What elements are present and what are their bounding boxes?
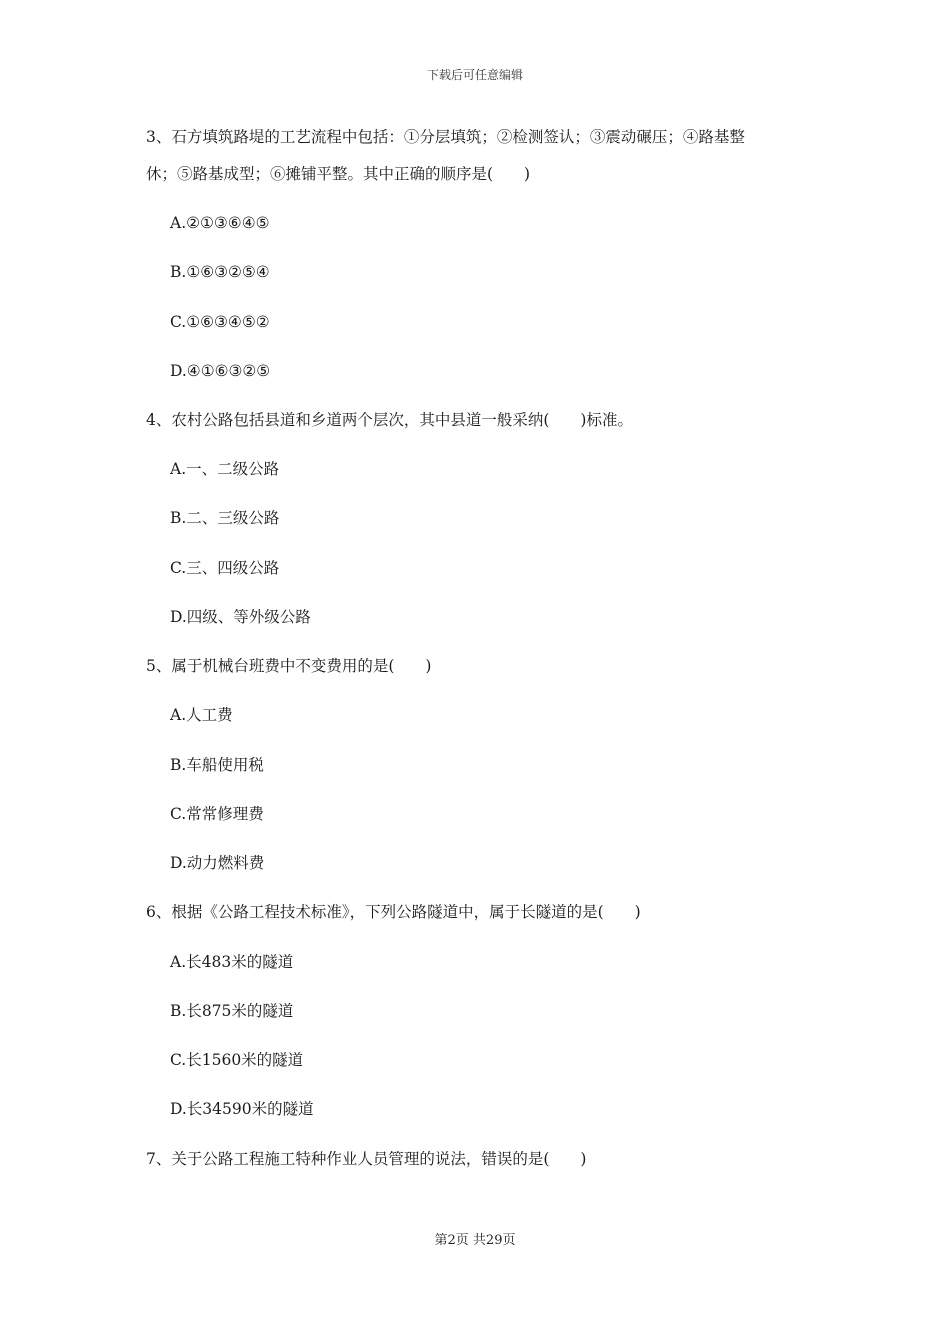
question-6-option-b: B.长875米的隧道 bbox=[170, 1002, 294, 1020]
question-5-option-d: D.动力燃料费 bbox=[170, 854, 265, 872]
question-6-stem: 6、根据《公路工程技术标准》，下列公路隧道中，属于长隧道的是( ) bbox=[146, 903, 641, 921]
question-4-option-b: B.二、三级公路 bbox=[170, 509, 280, 527]
question-3-option-b: B.①⑥③②⑤④ bbox=[170, 263, 270, 281]
question-4-stem: 4、农村公路包括县道和乡道两个层次，其中县道一般采纳( )标准。 bbox=[146, 411, 633, 429]
question-3-stem-line-2: 休；⑤路基成型；⑥摊铺平整。其中正确的顺序是( ) bbox=[146, 165, 531, 183]
question-3-option-c: C.①⑥③④⑤② bbox=[170, 313, 270, 331]
question-5-option-a: A.人工费 bbox=[170, 706, 233, 724]
page-header: 下载后可任意编辑 bbox=[426, 68, 523, 82]
question-5-stem: 5、属于机械台班费中不变费用的是( ) bbox=[146, 657, 432, 675]
question-4-option-a: A.一、二级公路 bbox=[170, 460, 280, 478]
question-5-option-b: B.车船使用税 bbox=[170, 756, 264, 774]
question-6-option-c: C.长1560米的隧道 bbox=[170, 1051, 304, 1069]
question-6-option-a: A.长483米的隧道 bbox=[170, 953, 294, 971]
question-3-option-a: A.②①③⑥④⑤ bbox=[170, 214, 270, 232]
question-5-option-c: C.常常修理费 bbox=[170, 805, 264, 823]
question-4-option-d: D.四级、等外级公路 bbox=[170, 608, 311, 626]
question-4-option-c: C.三、四级公路 bbox=[170, 559, 280, 577]
question-3-stem-line-1: 3、石方填筑路堤的工艺流程中包括：①分层填筑；②检测签认；③震动碾压；④路基整 bbox=[146, 128, 745, 146]
question-7-stem: 7、关于公路工程施工特种作业人员管理的说法，错误的是( ) bbox=[146, 1150, 587, 1168]
question-6-option-d: D.长34590米的隧道 bbox=[170, 1100, 314, 1118]
question-3-option-d: D.④①⑥③②⑤ bbox=[170, 362, 271, 380]
page-footer: 第2页 共29页 bbox=[434, 1233, 516, 1248]
